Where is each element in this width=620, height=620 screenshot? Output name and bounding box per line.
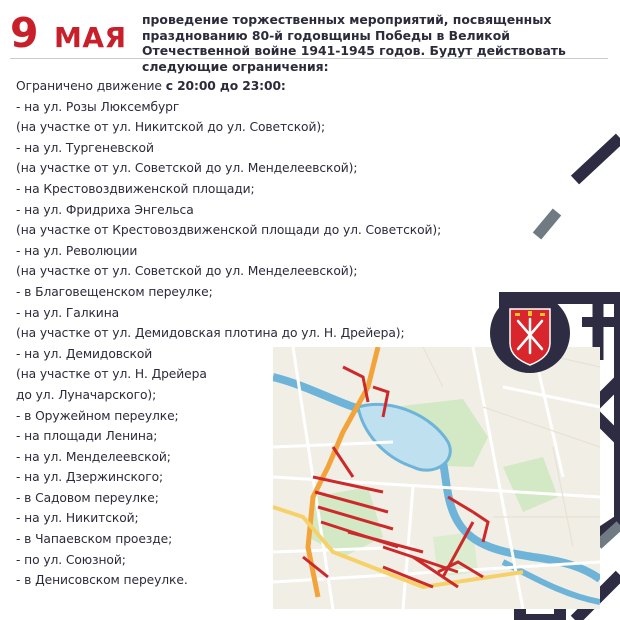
list-item: - на ул. Никитской; <box>16 511 139 526</box>
date-month: МАЯ <box>54 21 127 54</box>
list-item: - на ул. Галкина <box>16 305 120 320</box>
list-item: (на участке от ул. Н. Дрейера <box>16 367 207 382</box>
list-item: - на Крестовоздвиженской площади; <box>16 181 255 196</box>
list-item: - в Чапаевском проезде; <box>16 532 173 547</box>
list-item: - на ул. Тургеневской <box>16 140 154 155</box>
list-item: - на ул. Розы Люксембург <box>16 99 180 114</box>
title-divider <box>10 58 608 59</box>
list-item: - по ул. Союзной; <box>16 552 126 567</box>
tula-coat-of-arms-icon <box>488 291 572 375</box>
list-item: (на участке от Крестовоздвиженской площади до ул. Советской); <box>16 223 442 238</box>
list-item: - на ул. Революции <box>16 243 138 258</box>
list-item: - в Денисовском переулке. <box>16 573 188 588</box>
list-item: - на ул. Дзержинского; <box>16 470 164 485</box>
list-item: (на участке от ул. Демидовская плотина до ул. Н. Дрейера); <box>16 326 405 341</box>
headline: проведение торжественных мероприятий, посвященных празднованию 80-й годовщины Победы в Великой Отечественной войне 1941-1945 годов. Будут действовать следующие ограничения: <box>142 12 566 74</box>
list-item: (на участке от ул. Советской до ул. Менделеевской); <box>16 264 358 279</box>
list-item: - на ул. Демидовской <box>16 346 153 361</box>
list-item: (на участке от ул. Советской до ул. Менделеевской); <box>16 161 358 176</box>
list-item: до ул. Луначарского); <box>16 387 157 402</box>
list-item: - на ул. Фридриха Энгельса <box>16 202 194 217</box>
list-item: - в Благовещенском переулке; <box>16 284 213 299</box>
street-closures-map[interactable] <box>273 347 600 609</box>
list-item: - в Садовом переулке; <box>16 490 159 505</box>
date-number: 9 <box>10 9 38 57</box>
list-item: (на участке от ул. Никитской до ул. Советской); <box>16 120 326 135</box>
restrictions-intro: Ограничено движение <box>16 79 166 93</box>
restrictions-time: с 20:00 до 23:00: <box>165 79 286 93</box>
list-item: - на ул. Менделеевской; <box>16 449 171 464</box>
restrictions-heading <box>16 76 436 97</box>
list-item: - в Оружейном переулке; <box>16 408 179 423</box>
list-item: - на площади Ленина; <box>16 429 158 444</box>
